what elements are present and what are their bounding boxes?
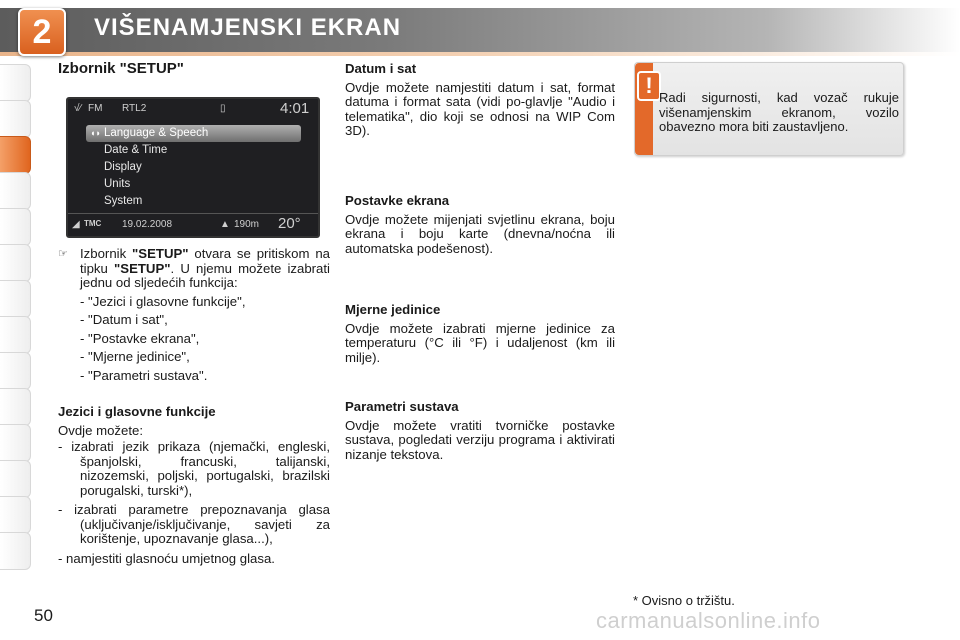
menu-item-language: ◖◗ Language & Speech	[86, 125, 301, 142]
setup-screen-image	[66, 97, 320, 238]
screen-source: FM	[88, 103, 103, 114]
chapter-tab[interactable]	[0, 352, 31, 390]
footnote: * Ovisno o tržištu.	[633, 593, 735, 608]
list-item: - "Parametri sustava".	[80, 367, 208, 383]
display-text: Ovdje možete mijenjati svjetlinu ekrana, boju ekrana i boju karte (dnevna/noćna ili automatska podešenost).	[345, 211, 615, 256]
page-number: 50	[34, 606, 53, 625]
date-time-text: Ovdje možete namjestiti datum i sat, format datuma i format sata (vidi po-glavlje "Audio i telematika", dio koji se odnosi na WIP Com 3D).	[345, 79, 615, 138]
warning-box	[634, 62, 904, 156]
radio-wave-icon: √∕	[74, 103, 82, 114]
list-item: - izabrati parametre prepoznavanja glasa (uključivanje/isključivanje, savjeti za korištenje, upoznavanje glasa...),	[58, 502, 330, 546]
chapter-tab[interactable]	[0, 172, 31, 210]
header-underline	[0, 52, 960, 56]
screen-date: 19.02.2008	[122, 219, 173, 230]
speech-icon: ◖◗	[90, 128, 101, 138]
language-lead: Ovdje možete:	[58, 422, 144, 438]
language-list	[58, 440, 330, 566]
screen-menu	[86, 125, 301, 210]
screen-tmc: TMC	[84, 219, 102, 228]
chapter-tab[interactable]	[0, 280, 31, 318]
system-text: Ovdje možete vratiti tvorničke postavke sustava, pogledati verziju programa i aktivirati nizanje tekstova.	[345, 417, 615, 462]
menu-item-units: Units	[104, 178, 131, 190]
menu-item-date-time: Date & Time	[104, 144, 168, 156]
warning-text: Radi sigurnosti, kad vozač rukuje višenamjenskim ekranom, vozilo obavezno mora biti zaustavljeno.	[659, 90, 899, 134]
chapter-tab[interactable]	[0, 64, 31, 102]
chapter-tab[interactable]	[0, 460, 31, 498]
altitude-icon: ▲	[220, 219, 230, 230]
menu-item-system: System	[104, 195, 143, 207]
units-text: Ovdje možete izabrati mjerne jedinice za temperaturu (°C ili °F) i udaljenost (km ili milje).	[345, 320, 615, 365]
chapter-tab[interactable]	[0, 388, 31, 426]
system-section	[345, 400, 615, 462]
language-section	[58, 405, 330, 571]
setup-intro	[58, 247, 330, 387]
list-item: - "Postavke ekrana",	[80, 330, 200, 346]
display-section	[345, 194, 615, 256]
units-section	[345, 303, 615, 365]
chapter-tab-active[interactable]	[0, 136, 31, 174]
tmc-icon: ◢	[72, 219, 80, 230]
chapter-tab[interactable]	[0, 424, 31, 462]
chapter-tab[interactable]	[0, 208, 31, 246]
chapter-tab-strip	[0, 64, 34, 574]
system-title: Parametri sustava	[345, 399, 459, 414]
chapter-tab[interactable]	[0, 496, 31, 534]
list-item: - namjestiti glasnoću umjetnog glasa.	[58, 550, 275, 566]
list-item: - "Jezici i glasovne funkcije",	[80, 293, 246, 309]
chapter-tab[interactable]	[0, 244, 31, 282]
screen-time: 4:01	[280, 100, 310, 117]
page-title: VIŠENAMJENSKI EKRAN	[94, 14, 402, 41]
chapter-tab[interactable]	[0, 100, 31, 138]
watermark: carmanualsonline.info	[596, 608, 821, 633]
chapter-tab[interactable]	[0, 532, 31, 570]
setup-section	[58, 62, 330, 77]
list-item: - izabrati jezik prikaza (njemački, engleski, španjolski, francuski, talijanski, nizozemski, poljski, portugalski, brazilski porugalski, turski*),	[58, 439, 330, 498]
screen-topbar	[68, 99, 318, 119]
list-item: - "Mjerne jedinice",	[80, 349, 190, 364]
warning-icon: !	[637, 71, 661, 101]
setup-title: Izbornik "SETUP"	[58, 60, 184, 77]
screen-temperature: 20°	[278, 215, 301, 232]
list-item: - "Datum i sat",	[80, 312, 168, 327]
units-title: Mjerne jedinice	[345, 302, 441, 317]
language-title: Jezici i glasovne funkcije	[58, 404, 216, 419]
chapter-badge: 2	[18, 8, 66, 56]
screen-station: RTL2	[122, 103, 147, 114]
pointing-hand-icon: ☞	[58, 248, 68, 260]
screen-statusbar	[68, 213, 318, 236]
display-title: Postavke ekrana	[345, 193, 450, 208]
phone-icon: ▯	[220, 103, 226, 114]
chapter-tab[interactable]	[0, 316, 31, 354]
screen-altitude: 190m	[234, 219, 260, 230]
date-time-section	[345, 62, 615, 139]
setup-function-list	[80, 295, 330, 384]
menu-item-display: Display	[104, 161, 142, 173]
date-time-title: Datum i sat	[345, 61, 417, 76]
setup-intro-text: Izbornik "SETUP" otvara se pritiskom na tipku "SETUP". U njemu možete izabrati jednu od sljedećih funkcija:	[80, 246, 330, 290]
